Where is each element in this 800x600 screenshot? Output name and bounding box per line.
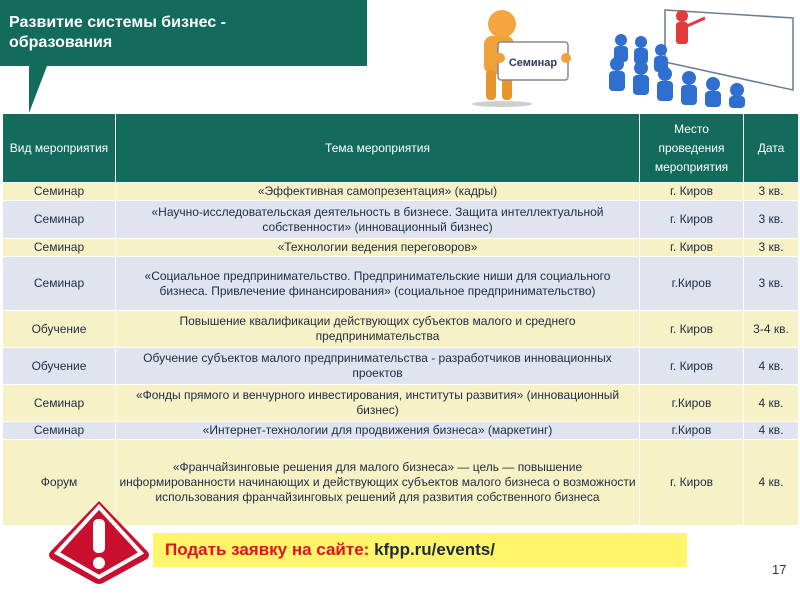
sign-label: Семинар bbox=[508, 57, 558, 69]
cell-place: г. Киров bbox=[640, 311, 744, 348]
cell-topic: Повышение квалификации действующих субъектов малого и среднего предпринимательства bbox=[116, 311, 640, 348]
table-row bbox=[3, 348, 799, 385]
cell-type: Семинар bbox=[3, 201, 116, 239]
cell-date: 4 кв. bbox=[744, 422, 799, 440]
cell-place: г. Киров bbox=[640, 183, 744, 201]
page-number: 17 bbox=[772, 562, 787, 577]
cell-type: Форум bbox=[3, 440, 116, 526]
cell-type: Семинар bbox=[3, 257, 116, 311]
table-row bbox=[3, 239, 799, 257]
cell-type: Семинар bbox=[3, 183, 116, 201]
table-row bbox=[3, 257, 799, 311]
cell-topic: «Технологии ведения переговоров» bbox=[116, 239, 640, 257]
seminar-sign-illustration bbox=[462, 4, 582, 108]
cell-date: 3 кв. bbox=[744, 257, 799, 311]
cell-type: Обучение bbox=[3, 311, 116, 348]
cell-date: 3 кв. bbox=[744, 183, 799, 201]
person-head-icon bbox=[488, 10, 516, 38]
audience-presentation-illustration bbox=[607, 4, 797, 108]
events-site-link[interactable]: kfpp.ru/events/ bbox=[374, 540, 495, 559]
exclamation-alert-icon bbox=[47, 499, 151, 585]
events-table bbox=[2, 113, 799, 526]
cell-place: г.Киров bbox=[640, 422, 744, 440]
title-ribbon-tail bbox=[29, 66, 47, 113]
header-type: Вид мероприятия bbox=[3, 114, 116, 183]
slide-title bbox=[0, 0, 367, 66]
slide-title-line-2: образования bbox=[9, 34, 113, 51]
apply-online-banner bbox=[153, 533, 687, 567]
cell-type: Семинар bbox=[3, 385, 116, 422]
cell-date: 4 кв. bbox=[744, 440, 799, 526]
cell-topic: Обучение субъектов малого предпринимательства - разработчиков инновационных проектов bbox=[116, 348, 640, 385]
cell-date: 3 кв. bbox=[744, 239, 799, 257]
table-row bbox=[3, 311, 799, 348]
table-row bbox=[3, 422, 799, 440]
cell-place: г.Киров bbox=[640, 385, 744, 422]
cell-type: Семинар bbox=[3, 422, 116, 440]
header-topic: Тема мероприятия bbox=[116, 114, 640, 183]
cell-topic: «Социальное предпринимательство. Предпринимательские ниши для социального бизнеса. Привлечение финансирования» (социальное предпринимательство) bbox=[116, 257, 640, 311]
cell-topic: «Эффективная самопрезентация» (кадры) bbox=[116, 183, 640, 201]
cell-place: г. Киров bbox=[640, 348, 744, 385]
header-date: Дата bbox=[744, 114, 799, 183]
cell-type: Семинар bbox=[3, 239, 116, 257]
cell-place: г. Киров bbox=[640, 201, 744, 239]
table-row bbox=[3, 201, 799, 239]
cell-topic: «Франчайзинговые решения для малого бизнеса» — цель — повышение информированности начинающих и действующих субъектов малого бизнеса о возможности использования франчайзинговых решений для развития собственного бизнеса bbox=[116, 440, 640, 526]
cell-date: 4 кв. bbox=[744, 385, 799, 422]
slide-title-line-1: Развитие системы бизнес - bbox=[9, 14, 226, 31]
header-place: Место проведения мероприятия bbox=[640, 114, 744, 183]
cell-place: г. Киров bbox=[640, 239, 744, 257]
cell-topic: «Фонды прямого и венчурного инвестирования, институты развития» (инновационный бизнес) bbox=[116, 385, 640, 422]
cell-place: г.Киров bbox=[640, 257, 744, 311]
cell-date: 3-4 кв. bbox=[744, 311, 799, 348]
cell-date: 4 кв. bbox=[744, 348, 799, 385]
table-row bbox=[3, 385, 799, 422]
table-row bbox=[3, 183, 799, 201]
cell-type: Обучение bbox=[3, 348, 116, 385]
cell-topic: «Интернет-технологии для продвижения бизнеса» (маркетинг) bbox=[116, 422, 640, 440]
cta-label: Подать заявку на сайте: bbox=[165, 540, 370, 559]
cell-place: г. Киров bbox=[640, 440, 744, 526]
cell-date: 3 кв. bbox=[744, 201, 799, 239]
table-header-row bbox=[3, 114, 799, 183]
cell-topic: «Научно-исследовательская деятельность в бизнесе. Защита интеллектуальной собственности» (инновационный бизнес) bbox=[116, 201, 640, 239]
